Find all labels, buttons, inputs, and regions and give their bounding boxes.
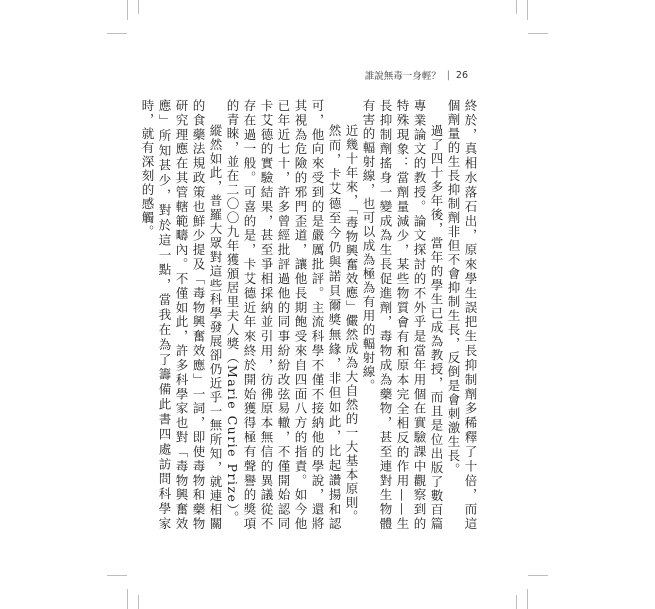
paragraph: 縱然如此，普羅大眾對這些科學發展卻仍近乎一無所知，就連相關的食藥法規政策也鮮少提及「毒物興奮效應」一詞，即使毒物和藥物研究理應在其管轄範疇內。不僅如此，許多科學家也對「毒物興奮效應」所知甚少，對於這一點，當我在為了籌備此書四處訪問科學家時，就有深刻的感觸。 xyxy=(140,99,223,531)
crop-mark xyxy=(138,595,139,609)
crop-mark xyxy=(528,33,548,34)
crop-mark xyxy=(127,0,128,20)
header-separator: | xyxy=(446,69,450,81)
crop-mark xyxy=(516,0,517,14)
page-header xyxy=(365,68,468,82)
crop-mark xyxy=(527,0,528,20)
paragraph: 近幾十年來，「毒物興奮效應」儼然成為大自然的一大基本原則。 xyxy=(344,124,359,524)
body-text xyxy=(140,99,479,531)
paragraph: 然而，卡艾德至今仍與諾貝爾獎無緣，非但如此，比起讚揚和認可，他向來受到的是嚴厲批評。主流科學不僅不接納他的學說，還將其視為危險的邪門歪道，讓他長期飽受來自四面八方的指責。如今他已年近七十，許多曾經批評過他的同事紛紛改弦易轍，不僅開始認同卡艾德的實驗結果，甚至爭相採納並引用，彷彿原本無信的異議從不存在過一般。可喜的是，卡艾德近年來終於開始獲得極有聲譽的獎項的青睞，並在二〇〇九年獲頒居里夫人獎（Marie Curie Prize）。 xyxy=(225,99,342,531)
crop-mark xyxy=(127,589,128,609)
running-title: 誰說無毒一身輕？ xyxy=(364,71,441,82)
crop-mark xyxy=(528,575,548,576)
crop-mark xyxy=(107,575,127,576)
page-number: 26 xyxy=(455,69,468,81)
paragraph: 終於，真相水落石出，原來學生誤把生長抑制劑多稀釋了十倍，而這個劑量的生長抑制劑非但不會抑制生長，反倒是會刺激生長。 xyxy=(446,99,478,531)
crop-mark xyxy=(516,595,517,609)
crop-mark xyxy=(107,33,127,34)
crop-mark xyxy=(138,0,139,14)
crop-mark xyxy=(527,589,528,609)
paragraph: 過了四十多年後，當年的學生已成為教授，而且是位出版了數百篇專業論文的教授。論文探討的不外乎是當年用個在實驗課中觀察到的特殊現象：當劑量減少，某些物質會有和原本完全相反的作用——生長抑制劑搖身一變成為生長促進劑，毒物成為藥物，甚至連對生物體有害的輻射線，也可以成為極為有用的輻射線。 xyxy=(361,99,444,531)
